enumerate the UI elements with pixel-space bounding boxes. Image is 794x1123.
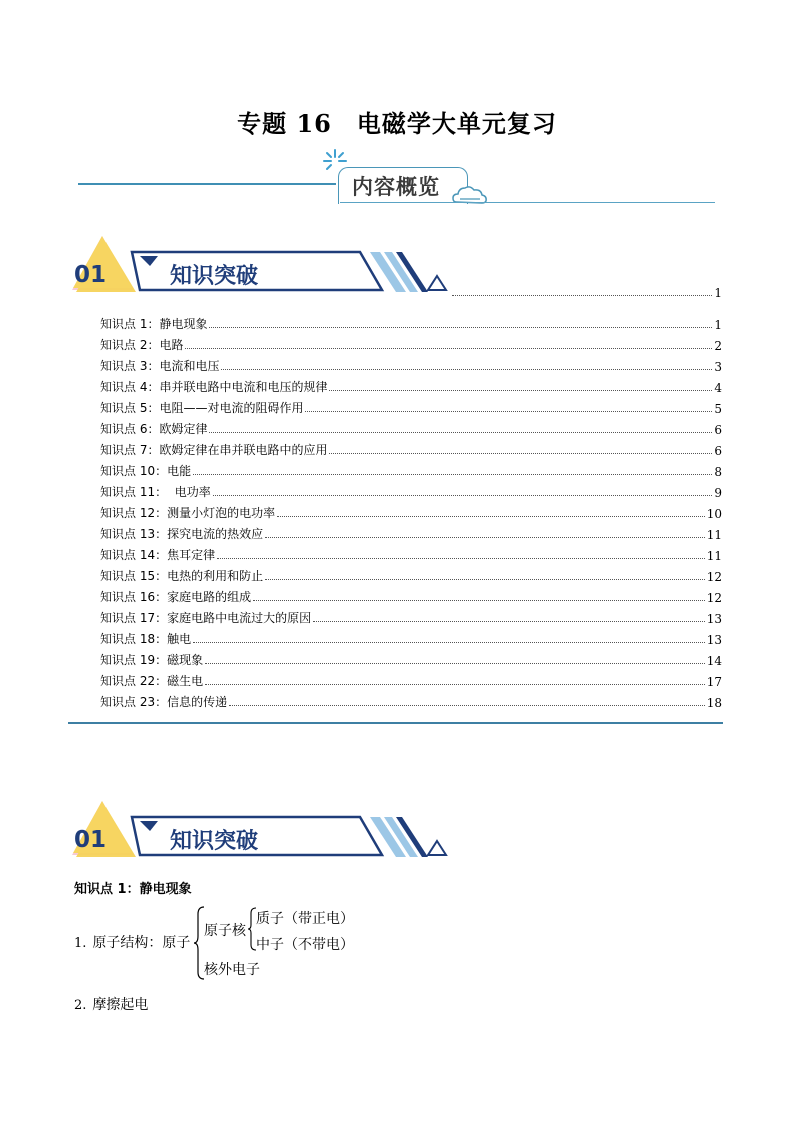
toc-page: 10 [706, 507, 722, 521]
toc-page: 11 [706, 528, 722, 542]
toc-item[interactable] [100, 353, 722, 374]
toc-leader [205, 684, 705, 685]
toc-item[interactable] [100, 437, 722, 458]
toc-label: 知识点 23：信息的传递 [100, 695, 228, 709]
toc-item[interactable] [100, 479, 722, 500]
toc-item[interactable] [100, 689, 722, 710]
toc-leader [277, 516, 705, 517]
toc-item[interactable] [100, 542, 722, 563]
section-label: 知识突破 [170, 264, 259, 289]
toc-label: 知识点 14：焦耳定律 [100, 548, 216, 562]
knowledge-point-title: 知识点 1：静电现象 [74, 882, 192, 897]
overview-line-right [340, 202, 715, 203]
neutron-label: 中子（不带电） [256, 937, 354, 953]
toc-page: 14 [706, 654, 722, 668]
toc-label: 知识点 2：电路 [100, 338, 184, 352]
toc-leader [305, 411, 712, 412]
toc-item[interactable] [100, 647, 722, 668]
toc-page: 17 [706, 675, 722, 689]
toc-label: 知识点 10：电能 [100, 464, 192, 478]
toc-leader [229, 705, 705, 706]
toc-leader [213, 495, 713, 496]
toc-page: 3 [714, 360, 722, 374]
toc-label: 知识点 18：触电 [100, 632, 192, 646]
toc-page: 13 [706, 633, 722, 647]
toc-label: 知识点 1：静电现象 [100, 317, 208, 331]
divider [68, 722, 723, 724]
toc-leader [329, 453, 712, 454]
toc-page: 4 [714, 381, 722, 395]
toc-item[interactable] [100, 500, 722, 521]
toc-label: 知识点 5：电阻——对电流的阻碍作用 [100, 401, 304, 415]
toc-page: 8 [714, 465, 722, 479]
toc-label: 知识点 19：磁现象 [100, 653, 204, 667]
toc-page: 5 [714, 402, 722, 416]
toc-label: 知识点 4：串并联电路中电流和电压的规律 [100, 380, 328, 394]
toc-leader [205, 663, 705, 664]
toc-label: 知识点 12：测量小灯泡的电功率 [100, 506, 276, 520]
toc-item[interactable] [100, 605, 722, 626]
item-2-label: 2. 摩擦起电 [74, 997, 149, 1013]
toc-page: 6 [714, 423, 722, 437]
toc-page: 1 [714, 286, 722, 300]
toc-label: 知识点 13：探究电流的热效应 [100, 527, 264, 541]
toc-page: 13 [706, 612, 722, 626]
toc-leader [209, 327, 712, 328]
toc-item[interactable] [100, 584, 722, 605]
toc-page: 12 [706, 570, 722, 584]
section-banner [70, 232, 450, 296]
toc-item[interactable] [100, 332, 722, 353]
toc-page: 9 [714, 486, 722, 500]
proton-label: 质子（带正电） [256, 911, 354, 927]
toc-page: 1 [714, 318, 722, 332]
toc-label: 知识点 11： 电功率 [100, 485, 211, 499]
toc-leader [209, 432, 712, 433]
toc-page: 2 [714, 339, 722, 353]
toc-page: 6 [714, 444, 722, 458]
section-banner [70, 797, 450, 861]
toc-leader [221, 369, 712, 370]
section-number: 01 [74, 827, 107, 853]
toc-label: 知识点 7：欧姆定律在串并联电路中的应用 [100, 443, 328, 457]
toc-label: 知识点 15：电热的利用和防止 [100, 569, 264, 583]
electron-label: 核外电子 [204, 962, 260, 978]
toc-label: 知识点 3：电流和电压 [100, 359, 220, 373]
table-of-contents [100, 311, 722, 710]
toc-item[interactable] [100, 626, 722, 647]
toc-item[interactable] [100, 374, 722, 395]
toc-page: 18 [706, 696, 722, 710]
toc-item[interactable] [100, 395, 722, 416]
toc-label: 知识点 16：家庭电路的组成 [100, 590, 252, 604]
toc-leader [265, 537, 705, 538]
overview-label: 内容概览 [352, 175, 440, 199]
toc-item[interactable] [100, 521, 722, 542]
item-1-label: 1. 原子结构：原子 [74, 935, 191, 951]
toc-item[interactable] [100, 416, 722, 437]
toc-leader [313, 621, 705, 622]
nucleus-label: 原子核 [204, 923, 246, 939]
toc-leader [193, 642, 705, 643]
atom-label: 原子 [162, 935, 191, 951]
toc-leader [329, 390, 712, 391]
overview-line-left [78, 183, 336, 185]
toc-item[interactable] [100, 311, 722, 332]
section-label: 知识突破 [170, 829, 259, 854]
toc-item[interactable] [100, 458, 722, 479]
toc-leader [217, 558, 705, 559]
toc-leader [193, 474, 712, 475]
toc-leader [185, 348, 712, 349]
section-number: 01 [74, 262, 107, 288]
toc-label: 知识点 17：家庭电路中电流过大的原因 [100, 611, 312, 625]
toc-leader [253, 600, 705, 601]
toc-label: 知识点 22：磁生电 [100, 674, 204, 688]
toc-label: 知识点 6：欧姆定律 [100, 422, 208, 436]
toc-first-row[interactable] [452, 286, 722, 300]
toc-item[interactable] [100, 668, 722, 689]
toc-page: 11 [706, 549, 722, 563]
page-title: 专题 16 电磁学大单元复习 [237, 109, 557, 138]
toc-page: 12 [706, 591, 722, 605]
toc-leader [265, 579, 705, 580]
toc-item[interactable] [100, 563, 722, 584]
